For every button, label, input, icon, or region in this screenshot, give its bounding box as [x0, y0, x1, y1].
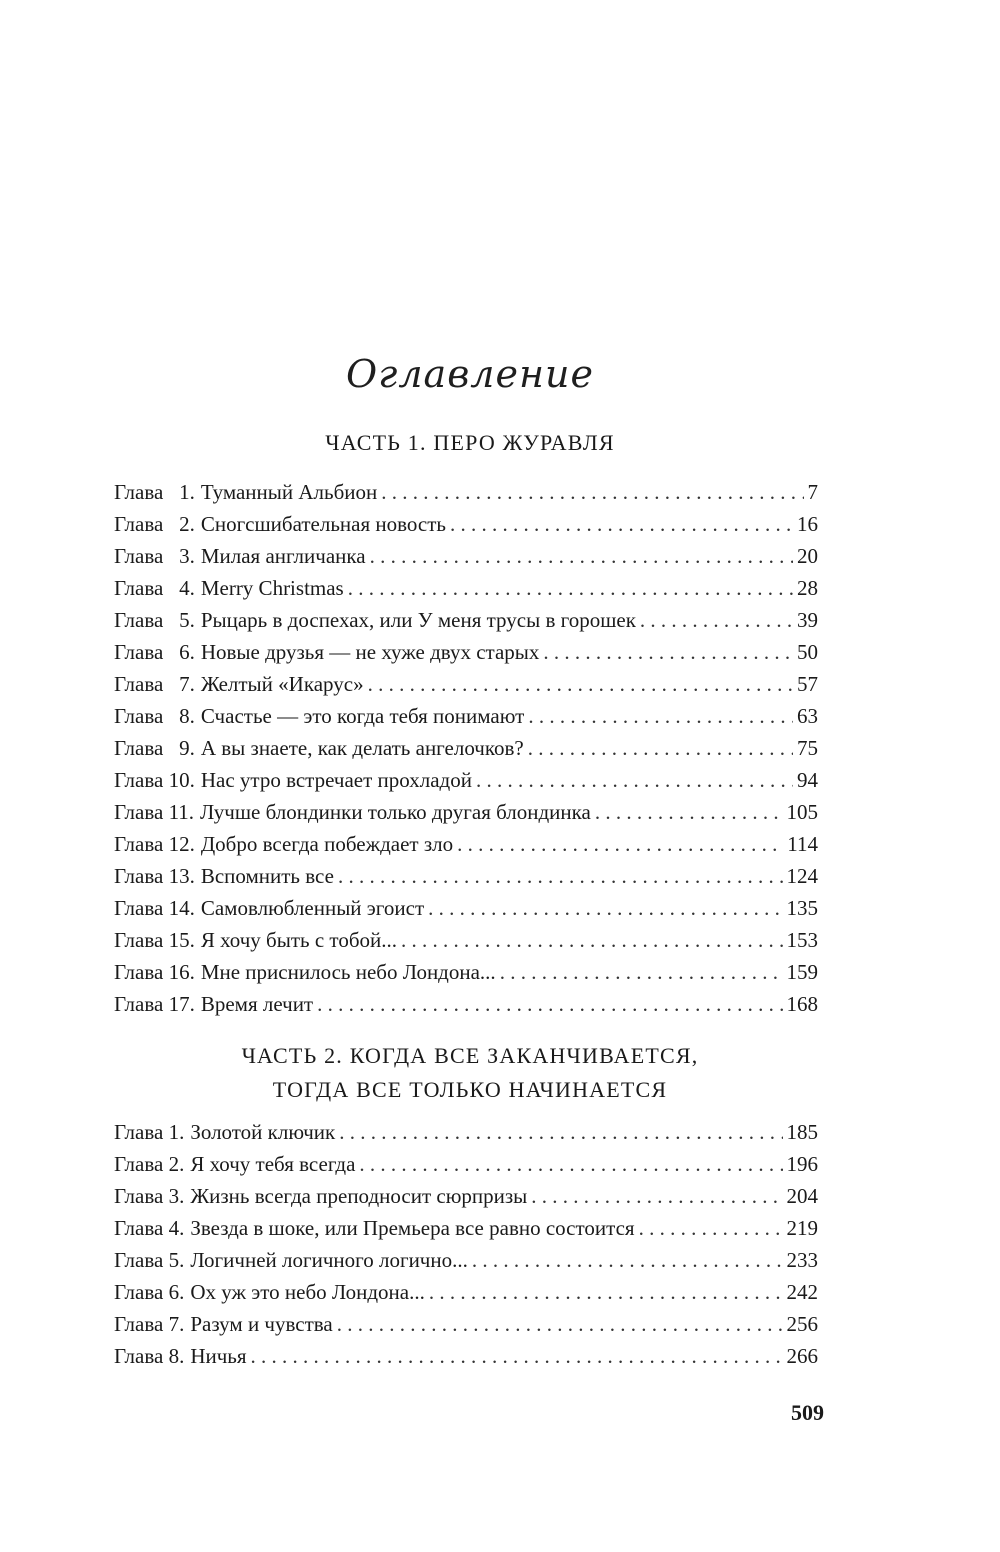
toc-entry: [114, 988, 818, 1020]
chapter-number: Глава 3.: [114, 544, 195, 568]
chapter-page-number: 57: [797, 672, 818, 696]
chapter-page-number: 185: [786, 1120, 818, 1144]
dot-leader: [528, 700, 793, 732]
chapter-page-number: 94: [797, 768, 818, 792]
chapter-number: Глава 1.: [114, 1120, 185, 1144]
chapter-number: Глава 8.: [114, 704, 195, 728]
dot-leader: [472, 1244, 783, 1276]
dot-leader: [457, 828, 783, 860]
dot-leader: [339, 1116, 782, 1148]
chapter-number: Глава 5.: [114, 1248, 185, 1272]
chapter-title: Вспомнить все: [200, 864, 334, 888]
dot-leader: [368, 668, 793, 700]
chapter-page-number: 114: [787, 832, 818, 856]
toc-entry: [114, 1212, 818, 1244]
chapter-page-number: 50: [797, 640, 818, 664]
chapter-title: Ох уж это небо Лондона...: [190, 1280, 425, 1304]
dot-leader: [543, 636, 793, 668]
part-2-heading-line: ТОГДА ВСЕ ТОЛЬКО НАЧИНАЕТСЯ: [272, 1077, 668, 1102]
chapter-title: Золотой ключик: [190, 1120, 336, 1144]
dot-leader: [370, 540, 793, 572]
chapter-number: Глава 13.: [114, 864, 195, 888]
part-2-chapter-list: [114, 1116, 818, 1372]
dot-leader: [429, 1276, 783, 1308]
chapter-number: Глава 8.: [114, 1344, 185, 1368]
dot-leader: [337, 1308, 783, 1340]
toc-entry: [114, 572, 818, 604]
toc-entry: [114, 1148, 818, 1180]
dot-leader: [348, 572, 793, 604]
dot-leader: [317, 988, 782, 1020]
chapter-page-number: 242: [786, 1280, 818, 1304]
chapter-page-number: 20: [797, 544, 818, 568]
dot-leader: [500, 956, 783, 988]
chapter-title: Мне приснилось небо Лондона...: [200, 960, 496, 984]
chapter-page-number: 63: [797, 704, 818, 728]
toc-entry: [114, 1340, 818, 1372]
chapter-page-number: 75: [797, 736, 818, 760]
chapter-title: Сногсшибательная новость: [200, 512, 447, 536]
dot-leader: [359, 1148, 782, 1180]
toc-entry: [114, 540, 818, 572]
page-number: 509: [791, 1400, 824, 1425]
chapter-page-number: 28: [797, 576, 818, 600]
chapter-title: Звезда в шоке, или Премьера все равно состоится: [190, 1216, 635, 1240]
chapter-title: Добро всегда побеждает зло: [200, 832, 454, 856]
chapter-number: Глава 5.: [114, 608, 195, 632]
chapter-number: Глава 12.: [114, 832, 195, 856]
chapter-title: Самовлюбленный эгоист: [200, 896, 425, 920]
chapter-number: Глава 4.: [114, 576, 195, 600]
toc-entry: [114, 924, 818, 956]
chapter-number: Глава 3.: [114, 1184, 185, 1208]
dot-leader: [639, 1212, 783, 1244]
toc-entry: [114, 508, 818, 540]
chapter-page-number: 124: [786, 864, 818, 888]
chapter-title: Туманный Альбион: [200, 480, 378, 504]
chapter-number: Глава 4.: [114, 1216, 185, 1240]
toc-entry: [114, 700, 818, 732]
dot-leader: [476, 764, 793, 796]
chapter-number: Глава 7.: [114, 1312, 185, 1336]
dot-leader: [640, 604, 793, 636]
chapter-number: Глава 9.: [114, 736, 195, 760]
dot-leader: [251, 1340, 783, 1372]
chapter-number: Глава 16.: [114, 960, 195, 984]
chapter-title: А вы знаете, как делать ангелочков?: [200, 736, 524, 760]
chapter-number: Глава 6.: [114, 640, 195, 664]
dot-leader: [450, 508, 793, 540]
chapter-page-number: 16: [797, 512, 818, 536]
chapter-title: Я хочу быть с тобой...: [200, 928, 397, 952]
chapter-page-number: 256: [786, 1312, 818, 1336]
toc-entry: [114, 1276, 818, 1308]
chapter-title: Лучше блондинки только другая блондинка: [200, 800, 591, 824]
chapter-page-number: 168: [786, 992, 818, 1016]
toc-entry: [114, 1244, 818, 1276]
chapter-number: Глава 2.: [114, 512, 195, 536]
chapter-number: Глава 17.: [114, 992, 195, 1016]
chapter-page-number: 266: [786, 1344, 818, 1368]
chapter-page-number: 135: [786, 896, 818, 920]
toc-entry: [114, 828, 818, 860]
chapter-title: Merry Christmas: [200, 576, 344, 600]
dot-leader: [338, 860, 783, 892]
part-1-heading: [110, 426, 830, 460]
part-1-chapter-list: [114, 476, 818, 1020]
chapter-title: Новые друзья — не хуже двух старых: [200, 640, 540, 664]
chapter-number: Глава 15.: [114, 928, 195, 952]
toc-entry: [114, 1116, 818, 1148]
toc-entry: [114, 860, 818, 892]
chapter-page-number: 105: [786, 800, 818, 824]
chapter-number: Глава 6.: [114, 1280, 185, 1304]
chapter-title: Жизнь всегда преподносит сюрпризы: [190, 1184, 528, 1208]
toc-entry: [114, 668, 818, 700]
chapter-number: Глава 2.: [114, 1152, 185, 1176]
chapter-title: Счастье — это когда тебя понимают: [200, 704, 525, 728]
chapter-number: Глава 7.: [114, 672, 195, 696]
chapter-title: Ничья: [190, 1344, 247, 1368]
toc-title: Оглавление: [345, 352, 594, 396]
chapter-number: Глава 10.: [114, 768, 195, 792]
chapter-page-number: 196: [786, 1152, 818, 1176]
part-1-heading-line: ЧАСТЬ 1. ПЕРО ЖУРАВЛЯ: [325, 430, 615, 455]
chapter-title: Логичней логичного логично...: [190, 1248, 468, 1272]
chapter-title: Разум и чувства: [190, 1312, 333, 1336]
chapter-number: Глава 14.: [114, 896, 195, 920]
chapter-number: Глава 1.: [114, 480, 195, 504]
part-2-heading-line: ЧАСТЬ 2. КОГДА ВСЕ ЗАКАНЧИВАЕТСЯ,: [241, 1043, 699, 1068]
toc-entry: [114, 956, 818, 988]
dot-leader: [381, 476, 803, 508]
dot-leader: [528, 732, 793, 764]
chapter-title: Желтый «Икарус»: [200, 672, 364, 696]
chapter-page-number: 39: [797, 608, 818, 632]
chapter-page-number: 204: [786, 1184, 818, 1208]
dot-leader: [595, 796, 783, 828]
part-2-heading: [110, 1039, 830, 1107]
chapter-page-number: 153: [786, 928, 818, 952]
chapter-page-number: 233: [786, 1248, 818, 1272]
toc-entry: [114, 796, 818, 828]
dot-leader: [401, 924, 783, 956]
toc-entry: [114, 636, 818, 668]
dot-leader: [531, 1180, 782, 1212]
chapter-title: Милая англичанка: [200, 544, 366, 568]
chapter-title: Я хочу тебя всегда: [190, 1152, 356, 1176]
toc-entry: [114, 764, 818, 796]
chapter-page-number: 159: [786, 960, 818, 984]
toc-entry: [114, 604, 818, 636]
dot-leader: [428, 892, 782, 924]
chapter-page-number: 7: [807, 480, 818, 504]
chapter-title: Время лечит: [200, 992, 314, 1016]
toc-entry: [114, 1308, 818, 1340]
toc-entry: [114, 476, 818, 508]
toc-entry: [114, 892, 818, 924]
toc-entry: [114, 732, 818, 764]
toc-entry: [114, 1180, 818, 1212]
chapter-title: Нас утро встречает прохладой: [200, 768, 472, 792]
chapter-number: Глава 11.: [114, 800, 195, 824]
chapter-page-number: 219: [786, 1216, 818, 1240]
chapter-title: Рыцарь в доспехах, или У меня трусы в горошек: [200, 608, 636, 632]
